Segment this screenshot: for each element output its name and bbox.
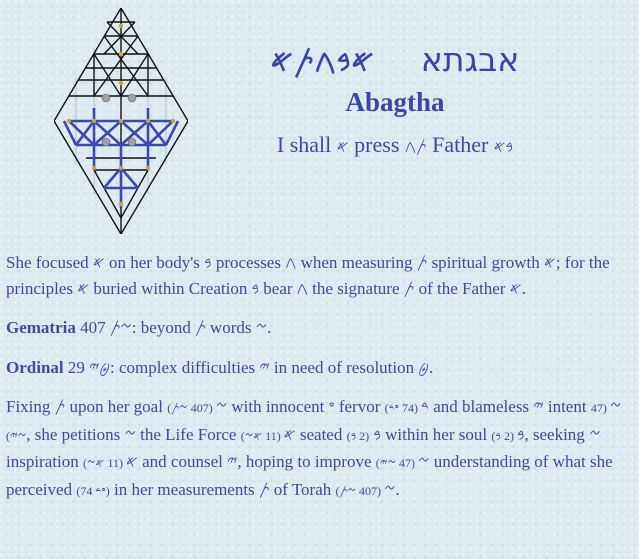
text: and counsel: [137, 452, 228, 471]
commentary: [6, 250, 634, 518]
description-paragraph: [6, 250, 634, 301]
glyph: 𐤕: [416, 253, 428, 272]
text: spiritual growth: [427, 253, 544, 272]
text: and blameless: [428, 397, 534, 416]
value-note: (407 𐤆𐤕): [167, 401, 216, 415]
glyph: 𐤁: [251, 278, 260, 298]
value-note: (11 𐤀𐤆): [240, 428, 284, 443]
ordinal-paragraph: [6, 355, 634, 381]
glyph: 𐤂: [285, 253, 297, 272]
text: Fixing: [6, 397, 55, 416]
glyph: 𐤉: [259, 357, 270, 377]
text: , hoping to improve: [237, 452, 376, 471]
glyph: 𐤀: [283, 424, 296, 444]
text: inspiration: [6, 452, 83, 471]
interpretation-paragraph: [6, 394, 634, 504]
glyph: 𐤀: [92, 253, 105, 272]
text: upon her goal: [65, 397, 168, 416]
text: of Torah: [269, 479, 336, 499]
text: when measuring: [296, 253, 417, 272]
glyph: 𐤀: [126, 452, 138, 471]
value-note: (47 𐤆𐤉): [6, 401, 610, 443]
ordinal-number: 29: [63, 357, 90, 377]
name-row: [230, 40, 560, 79]
text: She focused: [6, 253, 93, 272]
text: of the Father: [414, 278, 510, 298]
glyph: 𐤀: [77, 278, 90, 298]
glyph: 𐤈𐤉: [89, 357, 111, 377]
glyph: 𐤀: [509, 278, 522, 298]
text: : beyond: [131, 318, 196, 337]
text: bear: [259, 278, 297, 298]
value-note: (2 𐤁): [491, 428, 517, 443]
glyph: 𐤆: [124, 424, 136, 444]
text: processes: [211, 253, 286, 272]
text: .: [521, 278, 526, 298]
glyph: 𐤕: [403, 278, 415, 298]
glyph: 𐤆: [418, 452, 430, 471]
glyph: 𐤕: [258, 479, 270, 499]
text: words: [205, 318, 256, 337]
text: .: [428, 357, 434, 377]
text: , seeking: [524, 424, 590, 444]
text: with innocent: [227, 397, 329, 416]
glyph: 𐤆: [589, 424, 601, 444]
text: understanding of what she perceived: [6, 452, 613, 499]
text: buried within Creation: [89, 278, 252, 298]
glyph: 𐤆: [609, 397, 622, 416]
glyph: 𐤆: [255, 318, 268, 337]
text: : complex difficulties: [110, 357, 260, 377]
text: on her body's: [104, 253, 205, 272]
text: the Life Force: [135, 424, 241, 444]
meaning-glyph: 𐤀: [336, 137, 349, 156]
glyph: 𐤉: [227, 452, 238, 471]
gematria-label: Gematria: [6, 318, 76, 337]
glyph: 𐤉: [533, 397, 544, 416]
meaning-word: I shall: [276, 132, 332, 157]
meaning-glyph: 𐤕𐤂: [404, 137, 427, 156]
text: seated: [295, 424, 347, 444]
glyph: 𐤆: [384, 479, 396, 499]
text: , she petitions: [26, 424, 125, 444]
gematria-number: 407: [75, 318, 110, 337]
value-note: (2 𐤁): [346, 428, 370, 443]
value-note: (74 𐤏𐤃): [76, 483, 110, 498]
gematria-paragraph: [6, 315, 634, 341]
header: [230, 40, 560, 158]
meaning-glyph: 𐤁𐤀: [493, 137, 514, 156]
glyph: 𐤕: [195, 318, 206, 337]
tree-of-life-diagram: [54, 8, 188, 234]
text: .: [395, 479, 400, 499]
glyph: 𐤆: [215, 397, 228, 416]
glyph: 𐤕: [54, 397, 66, 416]
value-note: (74 𐤏𐤃): [384, 401, 422, 415]
glyph: 𐤈: [418, 357, 429, 377]
text: ; for the principles: [6, 253, 610, 298]
meaning-word: press: [354, 132, 400, 157]
paleo-hebrew-name: 𐤀𐤁𐤂𐤕𐤀: [270, 44, 375, 79]
value-note: (47 𐤆𐤉): [375, 456, 419, 470]
glyph: 𐤆𐤕: [109, 318, 132, 337]
hebrew-name: אבגתא: [420, 40, 520, 79]
text: intent: [543, 397, 591, 416]
value-note: (11 𐤀𐤆): [82, 456, 126, 470]
glyph: 𐤃: [421, 397, 429, 416]
value-note: (407 𐤆𐤕): [335, 483, 384, 498]
glyph: 𐤀: [543, 253, 556, 272]
text: the signature: [307, 278, 404, 298]
ordinal-label: Ordinal: [6, 357, 64, 377]
text: .: [267, 318, 272, 337]
text: in her measurements: [109, 479, 259, 499]
name-meaning: [230, 132, 560, 158]
glyph: 𐤁: [516, 424, 525, 444]
text: in need of resolution: [269, 357, 419, 377]
glyph: 𐤂: [296, 278, 308, 298]
glyph: 𐤁: [204, 253, 212, 272]
meaning-word: Father: [432, 132, 489, 157]
page-title: Abagtha: [345, 87, 445, 117]
glyph: 𐤁: [373, 424, 381, 444]
text: fervor: [334, 397, 385, 416]
text: within her soul: [380, 424, 492, 444]
glyph: 𐤏: [328, 397, 335, 416]
